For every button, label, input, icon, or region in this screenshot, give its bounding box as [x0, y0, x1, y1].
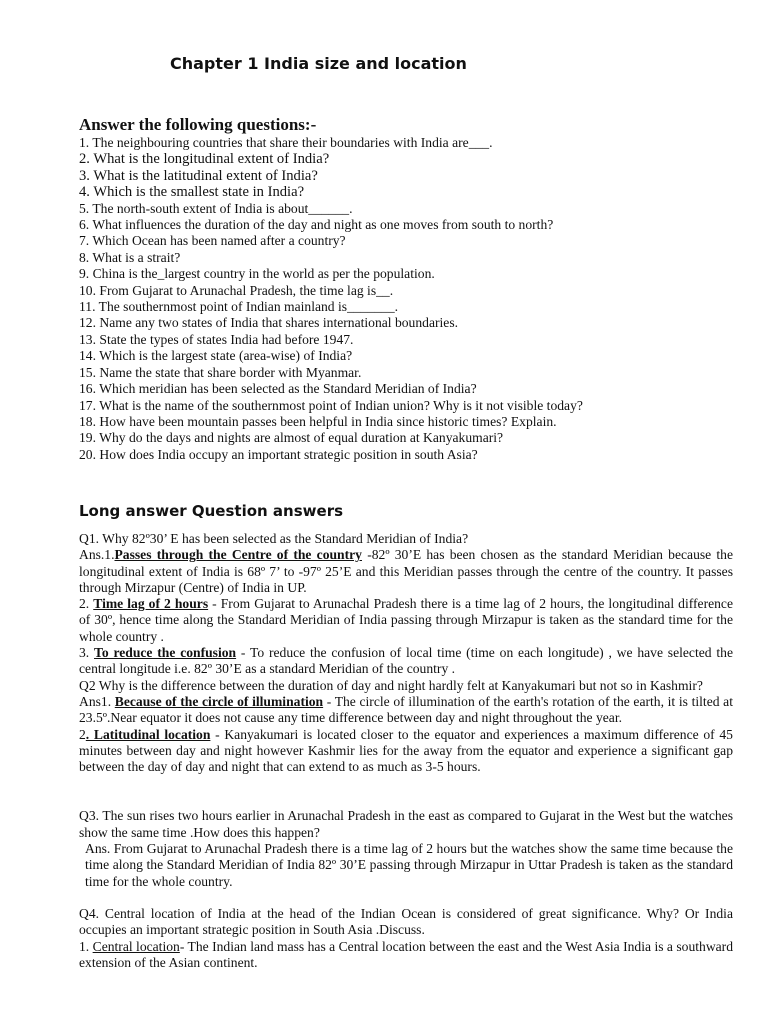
answer-number: Ans1. — [79, 693, 112, 709]
question-item: 2. What is the longitudinal extent of India? — [79, 151, 330, 168]
question-q1: Q1. Why 82º30’ E has been selected as the Standard Meridian of India? — [79, 531, 469, 546]
question-item: 7. Which Ocean has been named after a country? — [79, 233, 346, 249]
question-item: 8. What is a strait? — [79, 249, 181, 265]
question-item: 3. What is the latitudinal extent of India? — [79, 167, 318, 184]
answer-paragraph — [79, 694, 733, 727]
long-answers-section — [79, 531, 733, 971]
question-item: 16. Which meridian has been selected as the Standard Meridian of India? — [79, 381, 477, 397]
question-item: 6. What influences the duration of the day and night as one moves from south to north? — [79, 217, 554, 233]
question-item: 14. Which is the largest state (area-wise) of India? — [79, 348, 353, 364]
answer-paragraph — [79, 596, 733, 645]
answer-key-point: Central location — [92, 938, 180, 954]
page-title: Chapter 1 India size and location — [170, 54, 467, 73]
question-item: 20. How does India occupy an important strategic position in south Asia? — [79, 446, 478, 462]
question-q4: Q4. Central location of India at the head of the Indian Ocean is considered of great significance. Why? Or India occupies an important strategic position in South Asia .Discuss. — [79, 905, 733, 938]
question-q2: Q2 Why is the difference between the duration of day and night hardly felt at Kanyakumari but not so in Kashmir? — [79, 677, 703, 693]
spacer — [79, 890, 733, 906]
answer-key-point: Passes through the Centre of the country — [114, 547, 362, 563]
answer-key-point: Because of the circle of illumination — [114, 693, 324, 709]
questions-heading: Answer the following questions:- — [79, 115, 317, 134]
question-item: 17. What is the name of the southernmost point of Indian union? Why is it not visible today? — [79, 397, 583, 413]
answer-text: - Kanyakumari is located closer to the equator and experiences a maximum difference of 45 minutes between day and night however Kashmir lies for the away from the equator and experience a significant gap between the day of day and night that can extend to as much as 3-5 hours. — [79, 726, 733, 775]
spacer — [79, 775, 733, 808]
answer-number: 1. — [79, 938, 90, 954]
answer-key-point: Time lag of 2 hours — [93, 596, 209, 612]
question-item: 15. Name the state that share border with Myanmar. — [79, 364, 362, 380]
question-item: 10. From Gujarat to Arunachal Pradesh, the time lag is__. — [79, 282, 394, 298]
answer-key-point: . Latitudinal location — [85, 726, 211, 742]
answer-key-point: To reduce the confusion — [94, 645, 237, 661]
question-item: 1. The neighbouring countries that share their boundaries with India are___. — [79, 135, 493, 150]
answer-number: 2. — [79, 596, 90, 612]
question-item: 11. The southernmost point of Indian mainland is_______. — [79, 299, 399, 315]
answer-paragraph — [79, 939, 733, 972]
answer-number: Ans.1. — [79, 547, 115, 563]
question-item: 5. The north-south extent of India is about______. — [79, 200, 353, 216]
question-item: 13. State the types of states India had before 1947. — [79, 331, 354, 347]
question-item: 9. China is the_largest country in the world as per the population. — [79, 266, 435, 282]
answer-paragraph — [79, 547, 733, 596]
answer-paragraph — [79, 645, 733, 678]
answer-text: - The Indian land mass has a Central location between the east and the West Asia India is a southward extension of the Asian continent. — [79, 938, 734, 970]
answer-number: 3. — [79, 645, 90, 661]
question-item: 18. How have been mountain passes been helpful in India since historic times? Explain. — [79, 413, 557, 429]
answer-paragraph — [79, 727, 733, 776]
long-answers-heading: Long answer Question answers — [79, 502, 344, 520]
answer-paragraph: Ans. From Gujarat to Arunachal Pradesh there is a time lag of 2 hours but the watches show the same time because the time along the Standard Meridian of India 82º 30’E passing through Mirzapur in Uttar Pradesh is taken as the standard time for the whole country. — [85, 841, 733, 889]
answer-text: -82º 30’E has been chosen as the standard Meridian because the longitudinal extent of India is 68º 7’ to -97º 25’E and this Meridian passes through the centre of the country. It passes through Mirzapur (Centre) of India in UP. — [79, 547, 733, 595]
question-item: 4. Which is the smallest state in India? — [79, 184, 305, 201]
answer-text: - From Gujarat to Arunachal Pradesh there is a time lag of 2 hours, the longitudinal difference of 30º, hence time along the Standard Meridian of India passing through Mirzapur is taken as the standard time for the whole country . — [79, 596, 734, 644]
answer-text: - The circle of illumination of the earth's rotation of the earth, it is tilted at 23.5º.Near equator it does not cause any time difference between day and night throughout the year. — [79, 693, 733, 726]
question-item: 19. Why do the days and nights are almost of equal duration at Kanyakumari? — [79, 430, 504, 446]
question-q3: Q3. The sun rises two hours earlier in Arunachal Pradesh in the east as compared to Gujarat in the West but the watches show the same time .How does this happen? — [79, 808, 733, 840]
answer-text: - To reduce the confusion of local time (time on each longitude) , we have selected the central longitude i.e. 82º 30’E as a standard Meridian of the country . — [79, 645, 733, 677]
answer-number: 2 — [79, 726, 86, 742]
questions-list — [79, 135, 739, 463]
question-item: 12. Name any two states of India that shares international boundaries. — [79, 315, 459, 331]
